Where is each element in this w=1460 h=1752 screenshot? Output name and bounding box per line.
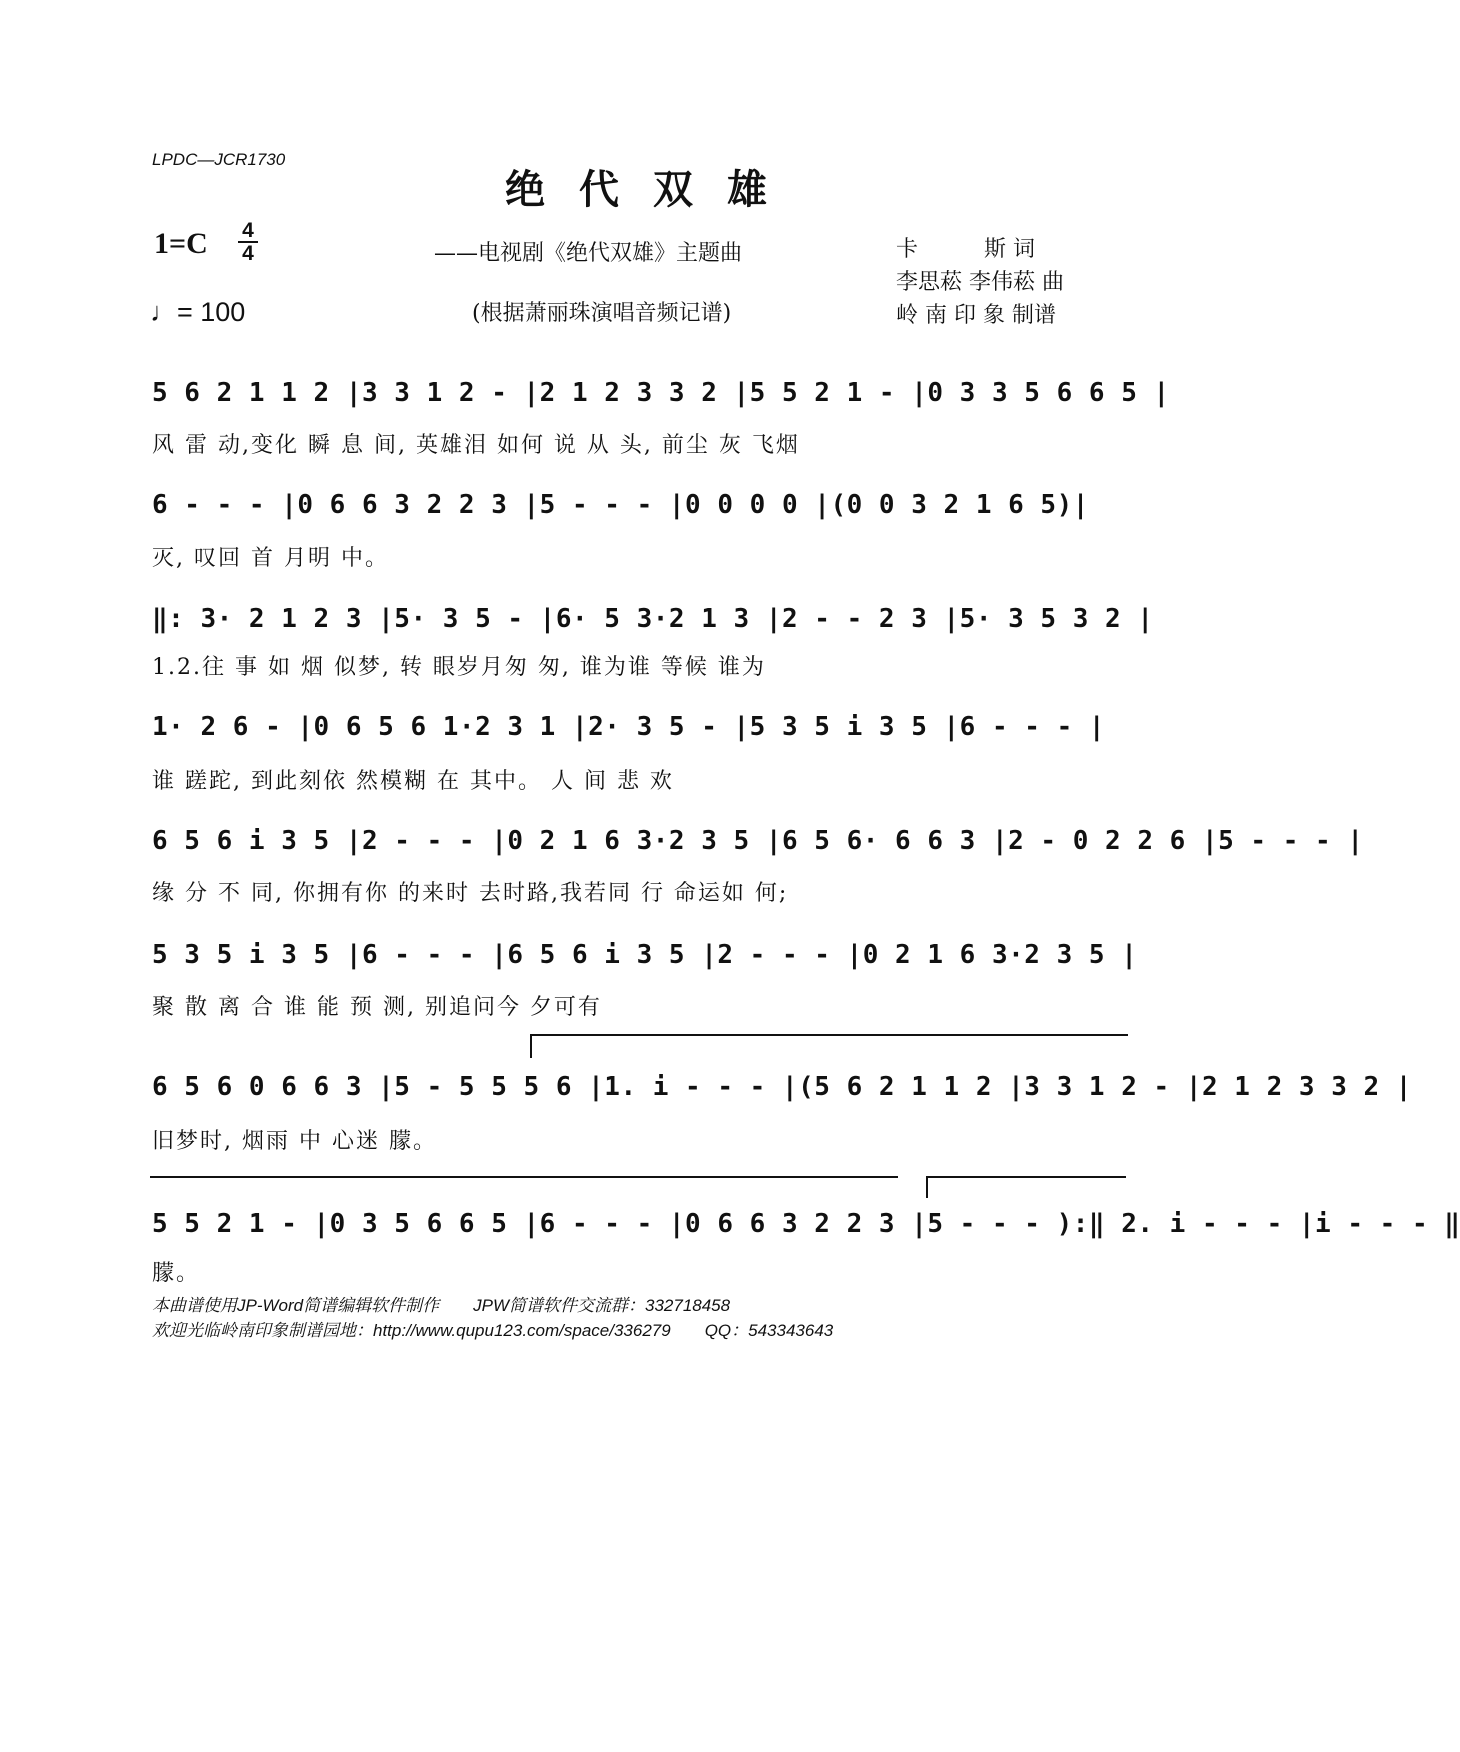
lyricist-credit: 卡 斯 词 [896,237,1035,262]
time-signature-top: 4 [242,219,254,242]
lyric-line-6: 聚 散 离 合 谁 能 预 测, 别追问今 夕可有 [152,995,602,1020]
lyric-line-2: 灭, 叹回 首 月明 中。 [152,546,389,571]
notation-line-6: 5 3 5 i 3 5 |6 - - - |6 5 6 i 3 5 |2 - - - |0 2 1 6 3·2 3 5 | [152,940,1138,970]
catalog-code: LPDC—JCR1730 [152,150,286,169]
lyric-line-7: 旧梦时, 烟雨 中 心迷 朦。 [152,1129,437,1154]
lyric-line-8: 朦。 [152,1261,201,1286]
time-signature-bottom: 4 [242,242,254,265]
lyric-line-3: 1.2.往 事 如 烟 似梦, 转 眼岁月匆 匆, 谁为谁 等候 谁为 [152,655,766,680]
source-note: (根据萧丽珠演唱音频记谱) [472,301,732,326]
footer-line-1: 本曲谱使用JP-Word简谱编辑软件制作 JPW简谱软件交流群：332718458 [152,1296,731,1315]
key-signature: 1=C [154,227,208,260]
notation-line-5: 6 5 6 i 3 5 |2 - - - |0 2 1 6 3·2 3 5 |6 5 6· 6 6 3 |2 - 0 2 2 6 |5 - - - | [152,826,1364,856]
notation-line-2: 6 - - - |0 6 6 3 2 2 3 |5 - - - |0 0 0 0 |(0 0 3 2 1 6 5)| [152,490,1089,520]
notation-line-3: ‖: 3· 2 1 2 3 |5· 3 5 - |6· 5 3·2 1 3 |2 - - 2 3 |5· 3 5 3 2 | [152,604,1154,634]
notation-line-1: 5 6 2 1 1 2 |3 3 1 2 - |2 1 2 3 3 2 |5 5 2 1 - |0 3 3 5 6 6 5 | [152,378,1170,408]
time-signature [236,220,260,264]
song-title: 绝代双雄 [505,166,801,213]
notation-line-4: 1· 2 6 - |0 6 5 6 1·2 3 1 |2· 3 5 - |5 3 5 i 3 5 |6 - - - | [152,712,1106,742]
lyric-line-1: 风 雷 动,变化 瞬 息 间, 英雄泪 如何 说 从 头, 前尘 灰 飞烟 [152,433,800,458]
notation-line-7: 6 5 6 0 6 6 3 |5 - 5 5 5 6 |1. i - - - |(5 6 2 1 1 2 |3 3 1 2 - |2 1 2 3 3 2 | [152,1072,1412,1102]
footer-line-2: 欢迎光临岭南印象制谱园地：http://www.qupu123.com/space/336279 QQ：543343643 [152,1321,834,1340]
tempo-marking: ♩= 100 [150,297,246,327]
lyric-line-4: 谁 蹉跎, 到此刻依 然模糊 在 其中。 人 间 悲 欢 [152,769,674,794]
subtitle: ——电视剧《绝代双雄》主题曲 [434,241,743,266]
notation-line-8: 5 5 2 1 - |0 3 5 6 6 5 |6 - - - |0 6 6 3 2 2 3 |5 - - - ):‖ 2. i - - - |i - - - ‖ [152,1209,1460,1239]
arranger-credit: 岭 南 印 象 制谱 [896,303,1056,328]
lyric-line-5: 缘 分 不 同, 你拥有你 的来时 去时路,我若同 行 命运如 何; [152,881,789,906]
composer-credit: 李思菘 李伟菘 曲 [896,270,1064,295]
